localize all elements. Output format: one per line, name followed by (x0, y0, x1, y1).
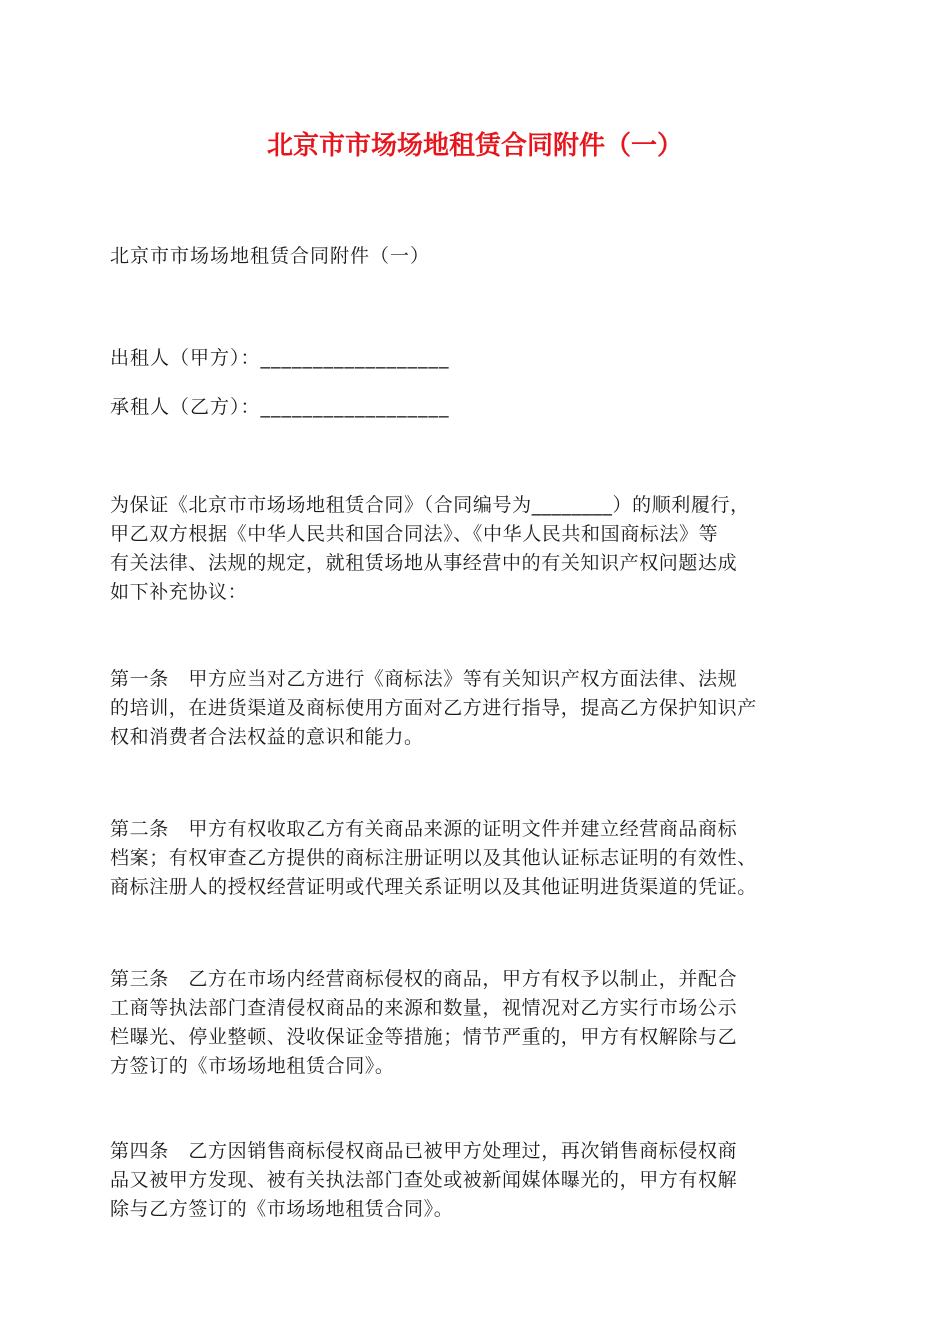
preamble-line: 有关法律、法规的规定，就租赁场地从事经营中的有关知识产权问题达成 (110, 552, 738, 574)
document-subtitle: 北京市市场场地租赁合同附件（一） (110, 245, 431, 267)
lessor-line: 出租人（甲方）：__________________ (110, 347, 450, 369)
article-3 (110, 965, 850, 1081)
article-1 (110, 665, 850, 752)
article-line: 第四条 乙方因销售商标侵权商品已被甲方处理过，再次销售商标侵权商 (110, 1140, 738, 1162)
article-2 (110, 815, 850, 902)
article-line: 除与乙方签订的《市场场地租赁合同》。 (110, 1198, 454, 1220)
article-line: 品又被甲方发现、被有关执法部门查处或被新闻媒体曝光的，甲方有权解 (110, 1169, 738, 1191)
article-line: 第三条 乙方在市场内经营商标侵权的商品，甲方有权予以制止，并配合 (110, 968, 738, 990)
preamble-line: 为保证《北京市市场场地租赁合同》（合同编号为________）的顺利履行， (110, 494, 750, 516)
article-line: 栏曝光、停业整顿、没收保证金等措施；情节严重的，甲方有权解除与乙 (110, 1026, 738, 1048)
document-title: 北京市市场场地租赁合同附件（一） (266, 131, 683, 161)
preamble-line: 如下补充协议： (110, 581, 248, 603)
article-line: 商标注册人的授权经营证明或代理关系证明以及其他证明进货渠道的凭证。 (110, 876, 757, 898)
article-line: 工商等执法部门查清侵权商品的来源和数量，视情况对乙方实行市场公示 (110, 997, 738, 1019)
preamble-paragraph (110, 491, 850, 607)
preamble-line: 甲乙双方根据《中华人民共和国合同法》、《中华人民共和国商标法》等 (110, 523, 719, 545)
article-line: 第二条 甲方有权收取乙方有关商品来源的证明文件并建立经营商品商标 (110, 818, 738, 840)
article-line: 第一条 甲方应当对乙方进行《商标法》等有关知识产权方面法律、法规 (110, 668, 738, 690)
article-line: 权和消费者合法权益的意识和能力。 (110, 726, 424, 748)
article-4 (110, 1137, 850, 1224)
article-line: 档案；有权审查乙方提供的商标注册证明以及其他认证标志证明的有效性、 (110, 847, 757, 869)
article-line: 的培训，在进货渠道及商标使用方面对乙方进行指导，提高乙方保护知识产 (110, 697, 757, 719)
article-line: 方签订的《市场场地租赁合同》。 (110, 1055, 395, 1077)
lessee-line: 承租人（乙方）：__________________ (110, 396, 450, 418)
